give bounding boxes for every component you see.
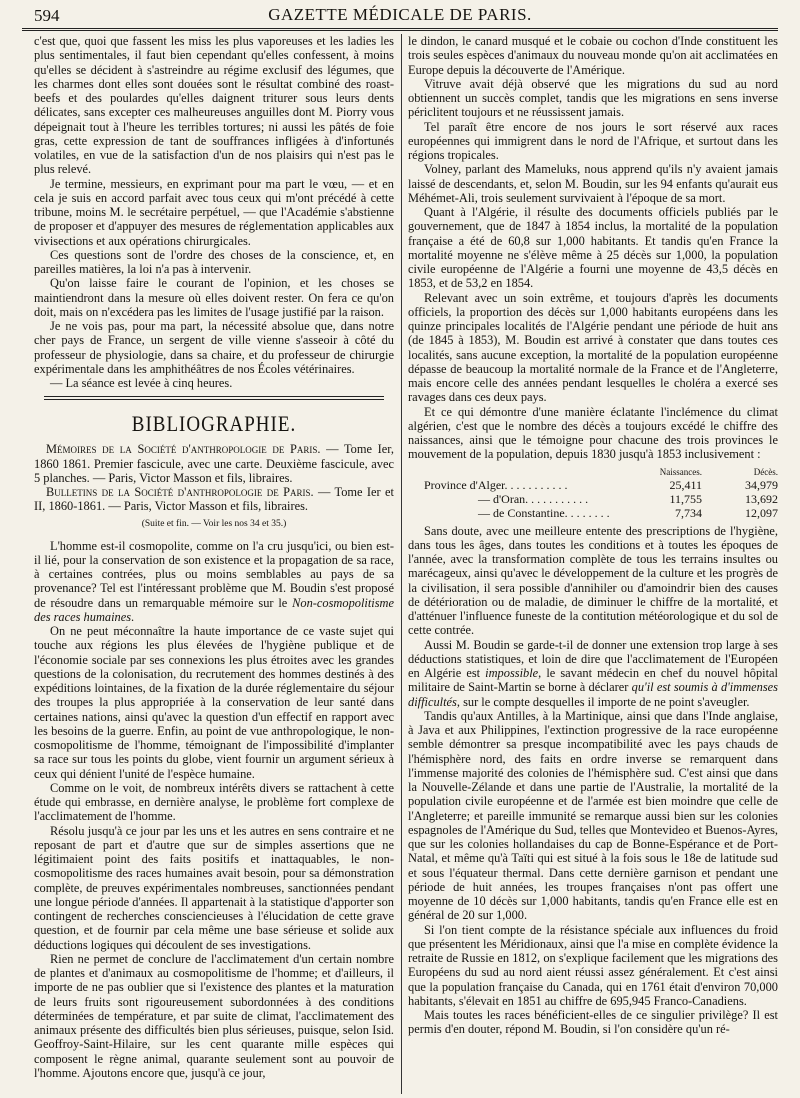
entry-title: Bulletins de la Société d'anthropologie de Paris. <box>46 485 314 499</box>
bibliography-entry <box>34 442 394 485</box>
paragraph <box>34 539 394 625</box>
paragraph: Volney, parlant des Mameluks, nous apprend qu'ils n'y avaient jamais laissé de descendants, et, selon M. Boudin, sur les 94 enfants qu'aurait eus Méhémet-Ali, trois seulement survivaient à l'époque de sa mort. <box>408 162 778 205</box>
entry-details: — Tome Ier et II, 1860-1861. — Paris, Victor Masson et fils, libraires. <box>34 485 394 514</box>
entry-details: — Tome Ier, 1860 1861. Premier fascicule, avec une carte. Deuxième fascicule, avec 5 planches. — Paris, Victor Masson et fils, libraires. <box>34 442 394 485</box>
paragraph: c'est que, quoi que fassent les miss les plus vaporeuses et les ladies les plus sentimentales, il faut bien cependant qu'elles confessent, à moins qu'elles se décident à s'astreindre au régime exclusif des légumes, que les charmes dont elles sont douées sont le résultat combiné des roast-beefs et des poulardes qu'elles daignent triturer sous leurs dents délicates, sans excepter ces malheureuses anguilles dont M. Piorry vous dépeignait tout à l'heure les terribles tortures; ni aussi les pâtés de foie gras, cette expression de tant de souffrances infligées à d'infortunés volatiles, en vue de la satisfaction d'un de nos plaisirs qui n'est pas le plus relevé. <box>34 34 394 177</box>
paragraph: Si l'on tient compte de la résistance spéciale aux influences du froid que présentent les Méridionaux, ainsi que l'a mise en complète évidence la retraite de Russie en 1812, on s'explique facilement que les migrations des Européens du sud au nord aient réussi assez généralement. Et c'est ainsi que la population française du Canada, qui en 1761 était d'environ 70,000 habitants, s'élevait en 1851 au chiffre de 695,945 Franco-Canadiens. <box>408 922 778 1008</box>
text-run: , sur le compte desquelles il importe de ne point s'aveugler. <box>456 694 750 709</box>
paragraph: Quant à l'Algérie, il résulte des documents officiels publiés par le gouvernement, que de 1847 à 1854 inclus, la mortalité de la population française a été de 60,8 sur 1,000 habitants. Et tandis qu'en France la mortalité moyenne ne s'élève même à 25 décès sur 1,000, la population civile européenne de l'Algérie a fourni une moyenne de 43,5 décès en 1853, et de 53,2 en 1854. <box>408 205 778 291</box>
paragraph: Tel paraît être encore de nos jours le sort réservé aux races européennes qui immigrent dans le nord de l'Afrique, et surtout dans les régions tropicales. <box>408 119 778 162</box>
paragraph: Relevant avec un soin extrême, et toujours d'après les documents officiels, la proportion des décès sur 1,000 habitants européens dans les quinze principales localités de l'Algérie pendant une période de huit ans (de 1845 à 1853), M. Boudin est arrivé à constater que dans toutes ces localités, sans aucune exception, la mortalité de la population européenne dépasse de beaucoup la mortalité normale de la France et de l'Angleterre, mais encore celle des années pendant lesquelles le choléra a exercé ses ravages dans ces deux pays. <box>408 290 778 405</box>
paragraph: Vitruve avait déjà observé que les migrations du sud au nord obtiennent un succès complet, tandis que les migrations en sens inverse périclitent toujours et ne réussissent jamais. <box>408 76 778 120</box>
paragraph: le dindon, le canard musqué et le cobaie ou cochon d'Inde constituent les trois seules espèces d'animaux du nouveau monde qu'on ait acclimatées en Europe depuis la découverte de l'Amérique. <box>408 34 778 77</box>
table-header <box>408 466 778 478</box>
paragraph: Comme on le voit, de nombreux intérêts divers se rattachent à cette étude qui embrasse, en dernière analyse, le problème fort complexe de l'acclimatement de l'homme. <box>34 780 394 824</box>
bibliography-entry <box>34 485 394 514</box>
right-column <box>408 34 778 1094</box>
deaths-value: 13,692 <box>745 491 778 506</box>
entry-title: Mémoires de la Société d'anthropologie de Paris. <box>46 442 321 457</box>
emphasis: qu'il est soumis à d'immenses difficultés <box>408 680 778 709</box>
left-column <box>34 34 394 1094</box>
deaths-value: 12,097 <box>745 505 778 520</box>
paragraph: Qu'on laisse faire le courant de l'opinion, et les choses se maintiendront dans la mesure où elles doivent rester. On fera ce qu'on doit, mais on n'excédera pas les limites de l'usage justifié par la raison. <box>34 276 394 319</box>
paragraph: Sans doute, avec une meilleure entente des prescriptions de l'hygiène, dans tous les âges, dans toutes les conditions et à toutes les époques de l'année, avec la transformation complète de tous les terrains insultes ou marécageux, ainsi qu'avec le développement de la culture et les progrès de la civilisation, il sera possible d'annihiler ou d'amoindrir bien des causes de détérioration ou de maladie, de diminuer le chiffre de la mortalité, et d'atténuer l'influence funeste de la contitution météorologique et du sol de cette contrée. <box>408 523 778 638</box>
column-divider <box>401 34 402 1094</box>
section-rule <box>44 396 384 400</box>
page-header <box>22 4 778 31</box>
births-value: 11,755 <box>669 491 702 506</box>
paragraph: Rien ne permet de conclure de l'acclimatement d'un certain nombre de plantes et d'animaux au cosmopolitisme de l'homme; et d'ailleurs, il importe de ne pas oublier que si l'existence des plantes et la maturation de leurs fruits sont rigoureusement subordonnées à des conditions déterminées de température, et par suite de climat, l'acclimatement des animaux présente des difficultés bien plus sérieuses, puisque, selon Isid. Geoffroy-Saint-Hilaire, sur les cent quarante mille espèces qui composent le règne animal, quarante seulement sont au pouvoir de l'homme. Ajoutons encore que, jusqu'à ce jour, <box>34 951 394 1080</box>
column-header-births: Naissances. <box>659 466 702 477</box>
column-header-deaths: Décès. <box>753 466 778 477</box>
page-number: 594 <box>34 6 60 25</box>
births-value: 25,411 <box>669 477 702 492</box>
text-run: . <box>131 609 135 624</box>
paragraph: Résolu jusqu'à ce jour par les uns et les autres en sens contraire et ne reposant de part et d'autre que sur de simples assertions que ne légitimaient point des faits positifs et inattaquables, le non-cosmopolitisme des races humaines avait besoin, pour sa démonstration complète, de preuves expérimentales nombreuses, sanctionnées pendant une longue période d'années. Il appartenait à la statistique d'apporter son contingent de recherches consciencieuses à l'élucidation de cette grave question, et de fournir par cela même une base sérieuse et solide aux déductions logiques qui découlent de ses investigations. <box>34 823 394 952</box>
births-value: 7,734 <box>675 505 702 520</box>
section-heading: BIBLIOGRAPHIE. <box>131 412 297 437</box>
row-label: — d'Oran. . . . . . . . . . . <box>478 491 589 506</box>
paragraph: Et ce qui démontre d'une manière éclatante l'inclémence du climat algérien, c'est que le nombre des décès a toujours excédé le chiffre des naissances, ainsi que le témoigne pour chacune des trois provinces le mouvement de la population, depuis 1830 jusqu'à 1853 inclusivement : <box>408 404 778 462</box>
table-row <box>408 492 778 506</box>
emphasis: Non-cosmopolitisme des races humaines <box>34 595 394 624</box>
table-row <box>408 478 778 492</box>
paragraph <box>408 638 778 709</box>
population-table <box>408 466 778 520</box>
text-run: L'homme est-il cosmopolite, comme on l'a cru jusqu'ici, ou bien est-il lié, pour la conservation de son existence et la propagation de sa race, à certaines contrées, plus ou moins semblables au pays de sa provenance? Tel est l'intéressant problème que M. Boudin s'est proposé de résoudre dans un remarquable mémoire sur le <box>34 538 394 610</box>
row-label: — de Constantine. . . . . . . . <box>478 505 610 520</box>
paragraph: Mais toutes les races bénéficient-elles de ce singulier privilège? Il est permis d'en douter, répond M. Boudin, si l'on considère qu'un ré- <box>408 1008 778 1037</box>
paragraph: On ne peut méconnaître la haute importance de ce vaste sujet qui touche aux régions les plus élevées de l'hygiène publique et de l'économie sociale par ses connexions les plus étroites avec les grandes questions de la colonisation, du recrutement des hommes destinés à des expéditions lointaines, de la fixation de la durée réglementaire du séjour des troupes la plus appropriée à la conservation de leur santé dans certaines nations, ainsi qu'avec la question d'un effectif en rapport avec les besoins de la guerre. Enfin, au point de vue anthropologique, le non-cosmopolitisme de l'homme, témoignant de l'impossibilité d'implanter sa race sur tous les points du globe, vient fournir un argument sérieux à ceux qui dénient l'unité de l'espèce humaine. <box>34 624 394 781</box>
paragraph: Je termine, messieurs, en exprimant pour ma part le vœu, — et en cela je suis en accord parfait avec tous ceux qui m'ont précédé à cette tribune, moins M. le secrétaire perpétuel, — que l'Académie s'abstienne de proposer et d'appuyer des mesures de réglementation applicables aux vivisections et aux opérations chirurgicales. <box>34 176 394 248</box>
table-row <box>408 506 778 520</box>
continuation-note: (Suite et fin. — Voir les nos 34 et 35.) <box>141 518 287 529</box>
paragraph: — La séance est levée à cinq heures. <box>50 376 233 390</box>
paragraph: Tandis qu'aux Antilles, à la Martinique, ainsi que dans l'Inde anglaise, à Java et aux Philippines, l'extinction progressive de la race européenne semble démontrer sa presque incompatibilité avec les pays chauds de l'hémisphère nord, des faits en ordre inverse se remarquent dans l'immense majorité des colonies de l'hémisphère sud. C'est ainsi que dans la Nouvelle-Zélande et dans une partie de l'Australie, la mortalité de la population civile européenne et de l'armée est bien moindre que celle de l'Angleterre; et pareille immunité se remarque aussi bien sur les colonies espagnoles de l'Amérique du Sud, telles que Montevideo et Buenos-Ayres, que sur les colonies hollandaises du cap de Bonne-Espérance et de Port-Natal, et même qu'à Taïti qui est situé à la fois sous le 18e de latitude sud et sous l'équateur thermal. Dans cette dernière garnison et pendant une période de huit années, les troupes françaises n'ont pas offert une moyenne de 10 décès sur 1,000 habitants, tandis qu'en France elle est en général de 20 sur 1,000. <box>408 708 778 923</box>
paragraph: Ces questions sont de l'ordre des choses de la conscience, et, en pareilles matières, la loi n'a pas à intervenir. <box>34 247 394 276</box>
text-run: , le savant médecin en chef du nouvel hôpital militaire de Saint-Martin se borne à déclarer <box>408 666 778 695</box>
text-run: Aussi M. Boudin se garde-t-il de donner une extension trop large à ses déductions statistiques, et loin de dire que l'acclimatement de l'Européen en Algérie est <box>408 637 778 680</box>
paragraph: Je ne vois pas, pour ma part, la nécessité absolue que, dans notre cher pays de France, un sergent de ville vienne s'asseoir à côté du professeur de physiologie, dans sa chaire, et du professeur de chirurgie expérimentale dans les amphithéâtres de nos Écoles vétérinaires. <box>34 319 394 376</box>
running-title: GAZETTE MÉDICALE DE PARIS. <box>268 5 532 24</box>
deaths-value: 34,979 <box>745 477 778 492</box>
emphasis: impossible <box>485 666 539 680</box>
row-label: Province d'Alger. . . . . . . . . . . <box>424 477 568 492</box>
